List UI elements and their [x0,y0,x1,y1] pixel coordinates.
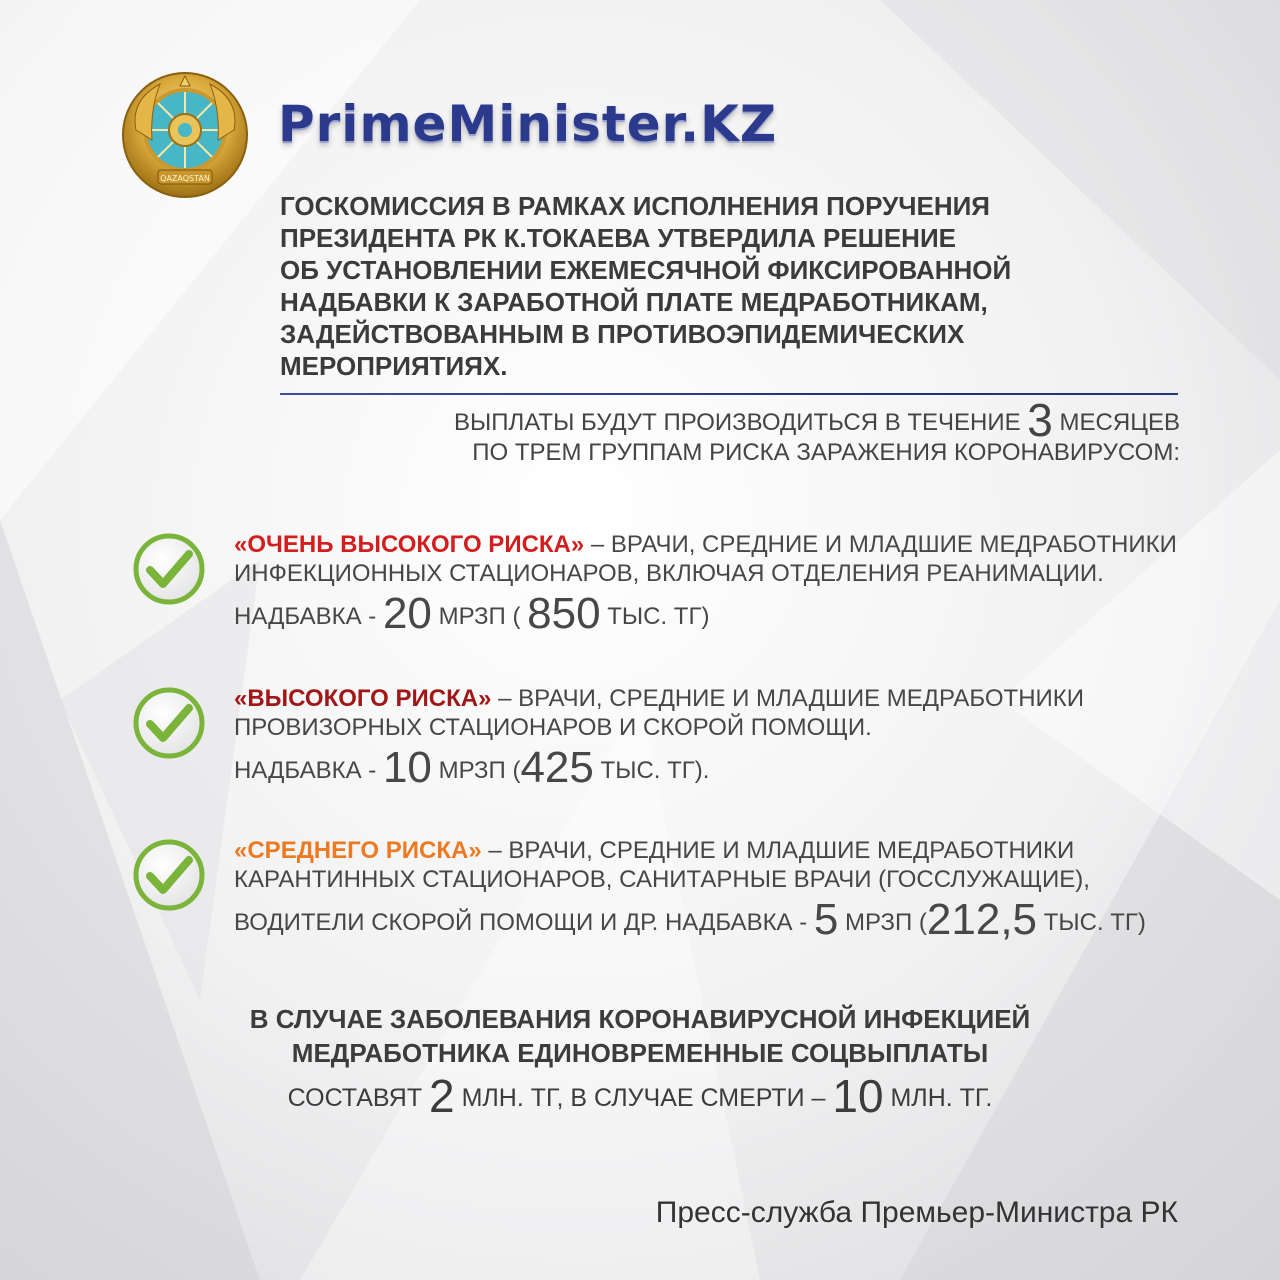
risk-amount [234,895,1184,944]
headline-line: ПРЕЗИДЕНТА РК К.ТОКАЕВА УТВЕРДИЛА РЕШЕНИЕ [280,223,956,253]
risk-line [234,684,1184,713]
payments-intro [380,394,1180,468]
risk-group-high [132,684,1180,794]
risk-group-very-high [132,530,1180,640]
sum-suffix: ТЫС. ТГ) [600,603,710,630]
headline-line: НАДБАВКИ К ЗАРАБОТНОЙ ПЛАТЕ МЕДРАБОТНИКАМ, [280,287,988,317]
risk-line [234,530,1184,559]
intro-line-1 [380,394,1180,446]
death-amount: 10 [832,1070,884,1122]
compensation-note [140,1002,1140,1122]
risk-group-medium [132,836,1180,946]
risk-title: «СРЕДНЕГО РИСКА» [234,837,482,864]
headline-line: ГОСКОМИССИЯ В РАМКАХ ИСПОЛНЕНИЯ ПОРУЧЕНИЯ [280,191,990,221]
brand-title: PrimeMinister.KZ [278,95,778,153]
compensation-amounts [140,1072,1140,1122]
mrzp-label: МРЗП ( [431,757,521,784]
compensation-line-2: МЕДРАБОТНИКА ЕДИНОВРЕМЕННЫЕ СОЦВЫПЛАТЫ [291,1038,989,1068]
risk-title: «ВЫСОКОГО РИСКА» [234,685,492,712]
amount-prefix: НАДБАВКА - [234,757,383,784]
mrzp-label: МРЗП ( [838,909,927,936]
headline-line: ОБ УСТАНОВЛЕНИИ ЕЖЕМЕСЯЧНОЙ ФИКСИРОВАННОЙ [280,255,1012,285]
risk-desc: ПРОВИЗОРНЫХ СТАЦИОНАРОВ И СКОРОЙ ПОМОЩИ. [234,714,872,741]
headline-line: МЕРОПРИЯТИЯХ. [280,351,508,381]
intro-prefix: ВЫПЛАТЫ БУДУТ ПРОИЗВОДИТЬСЯ В ТЕЧЕНИЕ [454,409,1028,436]
risk-desc: КАРАНТИННЫХ СТАЦИОНАРОВ, САНИТАРНЫЕ ВРАЧИ (ГОССЛУЖАЩИЕ), [234,866,1090,893]
risk-desc: – ВРАЧИ, СРЕДНИЕ И МЛАДШИЕ МЕДРАБОТНИКИ [584,531,1177,558]
risk-amount [234,743,1184,792]
sum-suffix: ТЫС. ТГ) [1037,909,1146,936]
risk-desc: – ВРАЧИ, СРЕДНИЕ И МЛАДШИЕ МЕДРАБОТНИКИ [491,685,1085,712]
risk-desc: – ВРАЧИ, СРЕДНИЕ И МЛАДШИЕ МЕДРАБОТНИКИ [481,837,1075,864]
risk-title: «ОЧЕНЬ ВЫСОКОГО РИСКА» [234,531,585,558]
sum-value: 850 [527,589,601,638]
check-mark-icon [132,532,206,606]
sum-suffix: ТЫС. ТГ). [593,757,710,784]
kazakhstan-state-emblem-icon [120,70,250,200]
amount-prefix: НАДБАВКА - [234,603,383,630]
compensation-line-1: В СЛУЧАЕ ЗАБОЛЕВАНИЯ КОРОНАВИРУСНОЙ ИНФЕКЦИЕЙ [249,1004,1031,1034]
check-mark-icon [132,686,206,760]
illness-amount: 2 [429,1070,455,1122]
mrzp-value: 20 [382,589,432,638]
intro-suffix: МЕСЯЦЕВ [1052,409,1180,436]
risk-amount [234,589,1184,638]
amount-prefix: ВОДИТЕЛИ СКОРОЙ ПОМОЩИ И ДР. НАДБАВКА - [234,909,814,936]
risk-desc: ИНФЕКЦИОННЫХ СТАЦИОНАРОВ, ВКЛЮЧАЯ ОТДЕЛЕНИЯ РЕАНИМАЦИИ. [234,560,1104,587]
amounts-prefix: СОСТАВЯТ [287,1084,430,1112]
headline [280,190,1180,382]
months-count: 3 [1027,394,1053,446]
headline-line: ЗАДЕЙСТВОВАННЫМ В ПРОТИВОЭПИДЕМИЧЕСКИХ [280,319,965,349]
mrzp-label: МРЗП ( [431,603,528,630]
risk-line [234,836,1184,865]
amounts-middle: МЛН. ТГ, В СЛУЧАЕ СМЕРТИ – [454,1084,833,1112]
sum-value: 425 [520,743,594,792]
amounts-suffix: МЛН. ТГ. [883,1084,993,1112]
press-service-credit: Пресс-служба Премьер-Министра РК [655,1196,1178,1229]
check-mark-icon [132,838,206,912]
emblem-text: QAZAQSTAN [160,174,210,183]
intro-line-2: ПО ТРЕМ ГРУППАМ РИСКА ЗАРАЖЕНИЯ КОРОНАВИРУСОМ: [472,439,1180,466]
sum-value: 212,5 [926,895,1038,944]
mrzp-value: 5 [813,895,839,944]
mrzp-value: 10 [382,743,432,792]
